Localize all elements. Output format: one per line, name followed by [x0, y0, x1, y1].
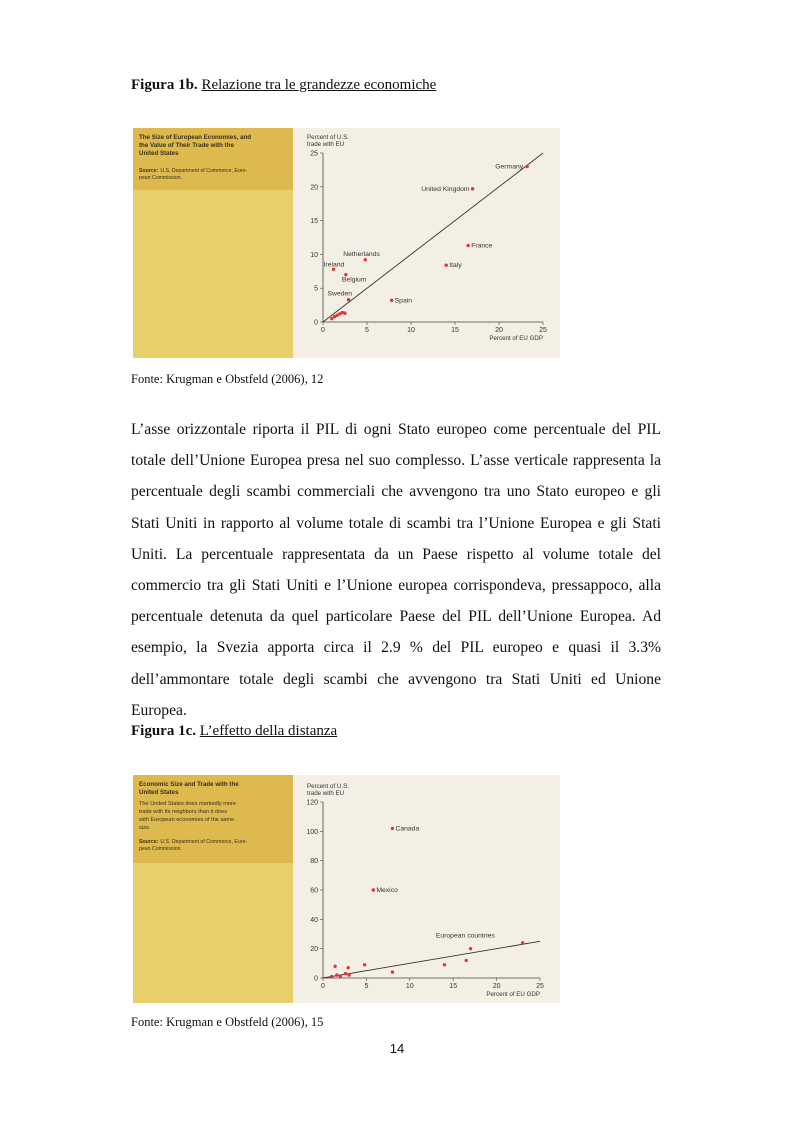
fig1c-chart [133, 775, 560, 1003]
fig1b-point-label-7: Sweden [327, 290, 353, 298]
fig1b-point-label-3: Italy [449, 262, 462, 270]
fig1c-ytick-label-2: 40 [310, 916, 318, 924]
fig1b-source: Fonte: Krugman e Obstfeld (2006), 12 [131, 372, 324, 386]
fig1c-panel-title-2: United States [139, 789, 179, 796]
fig1b-panel-title-1: The Size of European Economies, and [139, 134, 252, 141]
fig1c-trend-label: European countries [435, 932, 495, 940]
fig1c-point-13 [339, 975, 342, 978]
fig1c-point-8 [346, 966, 349, 969]
fig1b-xtick-label-3: 15 [451, 327, 459, 334]
fig1b-panel-title-2: the Value of Their Trade with the [139, 142, 234, 149]
fig1c-ylabel-2: trade with EU [307, 790, 345, 797]
fig1b-point-label-4: Netherlands [343, 250, 380, 258]
fig1c-ytick-label-4: 80 [310, 858, 318, 866]
fig1b-point-label-0: Germany [495, 163, 524, 171]
fig1b-ytick-label-5: 25 [310, 150, 318, 158]
fig1b-heading-title: Relazione tra le grandezze economiche [201, 77, 437, 93]
svg-text:Source:U.S. Department of Comm [139, 839, 247, 845]
fig1c-ytick-label-1: 20 [310, 946, 318, 954]
fig1b-source-text-1: U.S. Department of Commerce, Euro- [160, 168, 248, 174]
fig1b-point-0 [525, 165, 528, 168]
fig1c-point-6 [391, 970, 394, 973]
fig1c-xtick-label-1: 5 [364, 983, 369, 990]
fig1c-point-10 [344, 972, 347, 975]
fig1c-panel-title-1: Economic Size and Trade with the [139, 781, 239, 788]
fig1b-ytick-label-3: 15 [310, 218, 318, 226]
fig1b-source-label: Source: [139, 168, 159, 174]
fig1b-point-label-6: Belgium [341, 276, 367, 284]
fig1b-plot [307, 134, 547, 342]
fig1c-panel-body-2: trade with its neighbors than it does [139, 809, 227, 815]
fig1b-ytick-label-4: 20 [310, 184, 318, 192]
fig1b-point-2 [467, 244, 470, 247]
fig1c-ytick-label-0: 0 [314, 975, 318, 983]
fig1c-panel-body-1: The United States does markedly more [139, 801, 237, 807]
fig1b-point-14 [343, 312, 346, 315]
fig1b-panel-title-3: United States [139, 150, 179, 157]
fig1b-xtick-label-0: 0 [321, 327, 325, 334]
fig1c-point-12 [335, 973, 338, 976]
fig1c-heading [131, 723, 337, 740]
svg-text:Source:U.S. Department of Comm [139, 168, 247, 174]
fig1b-heading [131, 77, 436, 94]
fig1b-xtick-label-1: 5 [365, 327, 369, 334]
fig1b-chart [133, 128, 560, 358]
fig1b-ytick-label-2: 10 [310, 251, 318, 259]
fig1b-point-label-5: Ireland [323, 261, 345, 269]
fig1c-xtick-label-5: 25 [536, 983, 544, 990]
fig1c-point-3 [469, 947, 472, 950]
fig1c-point-11 [330, 975, 333, 978]
fig1b-trend-line [323, 153, 543, 322]
fig1c-point-4 [465, 959, 468, 962]
fig1c-ylabel-1: Percent of U.S. [307, 783, 349, 790]
fig1b-ytick-label-1: 5 [314, 285, 318, 293]
fig1b-xtick-label-4: 20 [495, 327, 503, 334]
fig1b-point-label-2: France [471, 242, 493, 250]
fig1b-point-4 [364, 258, 367, 261]
body-paragraph: L’asse orizzontale riporta il PIL di ogni Stato europeo come percentuale del PIL totale dell’Unione Europea presa nel suo complesso. L’asse verticale rappresenta la percentuale degli scambi commerciali che avvengono tra uno Stato europeo e gli Stati Uniti in rapporto al volume totale di scambi tra l’Unione Europea e gli Stati Uniti. La percentuale rappresentata da un Paese rispetto al volume totale del commercio tra gli Stati Uniti e l’Unione europea corrispondeva, pressappoco, alla percentuale detenuta da quel particolare Paese del PIL dell’Unione Europea. Ad esempio, la Svezia apporta circa il 2.9 % del PIL europeo e quasi il 3.3% dell’ammontare totale degli scambi che avvengono tra Stati Uniti ed Unione Europea. [131, 421, 661, 719]
fig1c-xtick-label-3: 15 [449, 983, 458, 990]
fig1b-image [133, 128, 560, 358]
fig1c-point-1 [372, 888, 375, 891]
fig1c-panel-body-3: with European economies of the same [139, 817, 235, 823]
fig1c-source-text-2: pean Commission. [139, 846, 182, 852]
fig1c-xtick-label-4: 20 [492, 983, 501, 990]
fig1b-source-text-2: pean Commission. [139, 175, 182, 181]
page-number: 14 [389, 1041, 405, 1056]
fig1b-point-8 [390, 299, 393, 302]
fig1c-image [133, 775, 560, 1003]
fig1b-ytick-label-0: 0 [314, 319, 318, 327]
fig1c-source: Fonte: Krugman e Obstfeld (2006), 15 [131, 1015, 324, 1029]
fig1c-point-9 [333, 965, 336, 968]
fig1c-heading-number: Figura 1c. [131, 723, 196, 739]
fig1c-ytick-label-3: 60 [310, 887, 318, 895]
fig1b-point-3 [445, 264, 448, 267]
fig1c-source-label: Source: [139, 839, 159, 845]
fig1c-plot [306, 783, 544, 998]
fig1b-point-7 [347, 298, 350, 301]
fig1b-ylabel-2: trade with EU [307, 141, 345, 148]
fig1c-ytick-label-6: 120 [306, 799, 318, 807]
fig1c-point-label-1: Mexico [376, 887, 398, 894]
fig1c-point-7 [363, 963, 366, 966]
fig1c-point-2 [521, 941, 524, 944]
fig1b-point-label-1: United Kingdom [421, 185, 470, 193]
fig1c-point-14 [347, 973, 350, 976]
fig1c-source-text-1: U.S. Department of Commerce, Euro- [160, 839, 248, 845]
fig1c-panel-body-4: size. [139, 825, 151, 831]
fig1c-ytick-label-5: 100 [306, 828, 318, 836]
fig1b-xtick-label-2: 10 [407, 327, 415, 334]
fig1c-trend-line [323, 941, 540, 978]
fig1c-heading-title: L’effetto della distanza [199, 723, 338, 739]
fig1c-point-0 [391, 827, 394, 830]
fig1b-point-1 [471, 187, 474, 190]
fig1b-ylabel-1: Percent of U.S. [307, 134, 349, 141]
fig1c-xtick-label-2: 10 [405, 983, 414, 990]
fig1c-point-5 [443, 963, 446, 966]
fig1b-xtick-label-5: 25 [539, 327, 547, 334]
fig1b-point-label-8: Spain [394, 297, 413, 305]
fig1c-point-label-0: Canada [395, 825, 420, 833]
fig1b-heading-number: Figura 1b. [131, 77, 198, 93]
fig1c-xtick-label-0: 0 [321, 983, 325, 990]
fig1c-xlabel: Percent of EU GDP [486, 991, 540, 998]
fig1b-xlabel: Percent of EU GDP [489, 335, 543, 342]
